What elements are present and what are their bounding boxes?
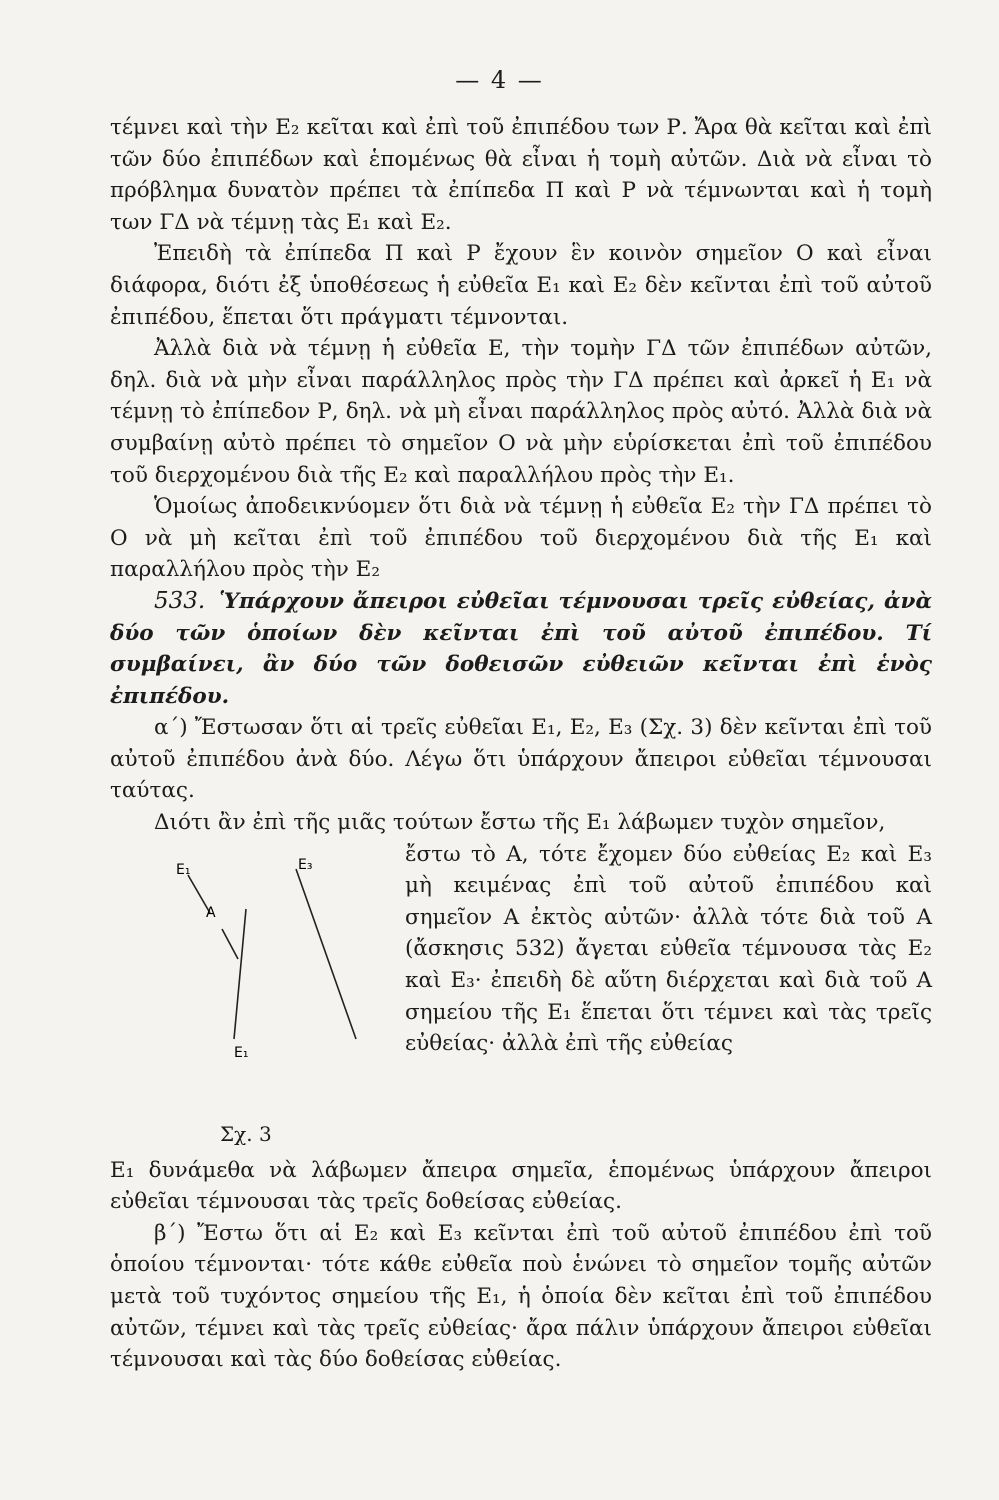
line-e1-lower: [222, 929, 238, 959]
paragraph-1: τέμνει καὶ τὴν Ε₂ κεῖται καὶ ἐπὶ τοῦ ἐπιπέδου των Ρ. Ἄρα θὰ κεῖται καὶ ἐπὶ τῶν δύο ἐπιπέδων καὶ ἑπομένως θὰ εἶναι ἡ τομὴ αὐτῶν. Διὰ νὰ εἶναι τὸ πρόβλημα δυνατὸν πρέπει τὰ ἐπίπεδα Π καὶ Ρ νὰ τέμνωνται καὶ ἡ τομὴ των ΓΔ νὰ τέμνῃ τὰς Ε₁ καὶ Ε₂.: [110, 115, 932, 235]
label-e3: Ε₃: [298, 856, 313, 873]
figure-wrap: [110, 839, 932, 1155]
paragraph-7: β΄) Ἔστω ὅτι αἱ Ε₂ καὶ Ε₃ κεῖνται ἐπὶ τοῦ αὐτοῦ ἐπιπέδου ἐπὶ τοῦ ὁποίου τέμνονται· τότε κάθε εὐθεῖα ποὺ ἑνώνει τὸ σημεῖον τομῆς αὐτῶν μετὰ τοῦ τυχόντος σημείου τῆς Ε₁, ἡ ὁποία δὲν κεῖται ἐπὶ τοῦ ἐπιπέδου αὐτῶν, τέμνει καὶ τὰς τρεῖς εὐθείας· ἄρα πάλιν ὑπάρχουν ἄπειροι εὐθεῖαι τέμνουσαι καὶ τὰς δύο δοθείσας εὐθείας.: [110, 1220, 932, 1373]
paragraph-6-start: Διότι ἂν ἐπὶ τῆς μιᾶς τούτων ἔστω τῆς Ε₁ λάβωμεν τυχὸν σημεῖον,: [154, 810, 886, 836]
paragraph-6-end: Ε₁ δυνάμεθα νὰ λάβωμεν ἄπειρα σημεῖα, ἑπομένως ὑπάρχουν ἄπειροι εὐθεῖαι τέμνουσαι τὰς τρεῖς δοθείσας εὐθείας.: [110, 1157, 932, 1215]
exercise-number: 533.: [154, 587, 206, 614]
label-e1-top: Ε₁: [176, 861, 191, 878]
exercise-heading: [110, 586, 932, 712]
figure-3-drawing: [110, 839, 405, 1155]
figure-3: [110, 839, 405, 1155]
exercise-statement: Ὑπάρχουν ἄπειροι εὐθεῖαι τέμνουσαι τρεῖς εὐθείας, ἀνὰ δύο τῶν ὁποίων δὲν κεῖνται ἐπὶ τοῦ αὐτοῦ ἐπιπέδου. Τί συμβαίνει, ἂν δύο τῶν δοθεισῶν εὐθειῶν κεῖνται ἐπὶ ἑνὸς ἐπιπέδου.: [110, 588, 932, 709]
paragraph-4: Ὁμοίως ἀποδεικνύομεν ὅτι διὰ νὰ τέμνῃ ἡ εὐθεῖα Ε₂ τὴν ΓΔ πρέπει τὸ Ο νὰ μὴ κεῖται ἐπὶ τοῦ ἐπιπέδου τοῦ διερχομένου διὰ τῆς Ε₁ καὶ παραλλήλου πρὸς τὴν Ε₂: [110, 494, 932, 583]
page-number: — 4 —: [455, 66, 544, 94]
paragraph-3: Ἀλλὰ διὰ νὰ τέμνῃ ἡ εὐθεῖα Ε, τὴν τομὴν ΓΔ τῶν ἐπιπέδων αὐτῶν, δηλ. διὰ νὰ μὴν εἶναι παράλληλος πρὸς τὴν ΓΔ πρέπει καὶ ἀρκεῖ ἡ Ε₁ νὰ τέμνῃ τὸ ἐπίπεδον Ρ, δηλ. νὰ μὴ εἶναι παράλληλος πρὸς αὐτό. Ἀλλὰ διὰ νὰ συμβαίνῃ αὐτὸ πρέπει τὸ σημεῖον Ο νὰ μὴν εὑρίσκεται ἐπὶ τοῦ ἐπιπέδου τοῦ διερχομένου διὰ τῆς Ε₂ καὶ παραλλήλου πρὸς τὴν Ε₁.: [110, 336, 932, 488]
paragraph-2: Ἐπειδὴ τὰ ἐπίπεδα Π καὶ Ρ ἔχουν ἓν κοινὸν σημεῖον Ο καὶ εἶναι διάφορα, διότι ἐξ ὑποθέσεως ἡ εὐθεῖα Ε₁ καὶ Ε₂ δὲν κεῖνται ἐπὶ τοῦ αὐτοῦ ἐπιπέδου, ἕπεται ὅτι πράγματι τέμνονται.: [110, 241, 932, 330]
paragraph-5: α΄) Ἔστωσαν ὅτι αἱ τρεῖς εὐθεῖαι Ε₁, Ε₂, Ε₃ (Σχ. 3) δὲν κεῖνται ἐπὶ τοῦ αὐτοῦ ἐπιπέδου ἀνὰ δύο. Λέγω ὅτι ὑπάρχουν ἄπειροι εὐθεῖαι τέμνουσαι ταύτας.: [110, 715, 932, 804]
line-e2: [234, 909, 246, 1039]
label-a: Α: [206, 904, 216, 921]
paragraph-6-wrapped: ἔστω τὸ Α, τότε ἔχομεν δύο εὐθείας Ε₂ καὶ Ε₃ μὴ κειμένας ἐπὶ τοῦ αὐτοῦ ἐπιπέδου καὶ σημεῖον Α ἐκτὸς αὐτῶν· ἀλλὰ τότε διὰ τοῦ Α (ἄσκησις 532) ἄγεται εὐθεῖα τέμνουσα τὰς Ε₂ καὶ Ε₃· ἐπειδὴ δὲ αὕτη διέρχεται καὶ διὰ τοῦ Α σημείου τῆς Ε₁ ἕπεται ὅτι τέμνει καὶ τὰς τρεῖς εὐθείας· ἀλλὰ ἐπὶ τῆς εὐθείας: [405, 841, 932, 1057]
body-text: [110, 112, 932, 1376]
label-e1-bottom: Ε₁: [234, 1044, 249, 1061]
figure-caption: Σχ. 3: [220, 1121, 272, 1146]
line-e3: [296, 869, 356, 1039]
